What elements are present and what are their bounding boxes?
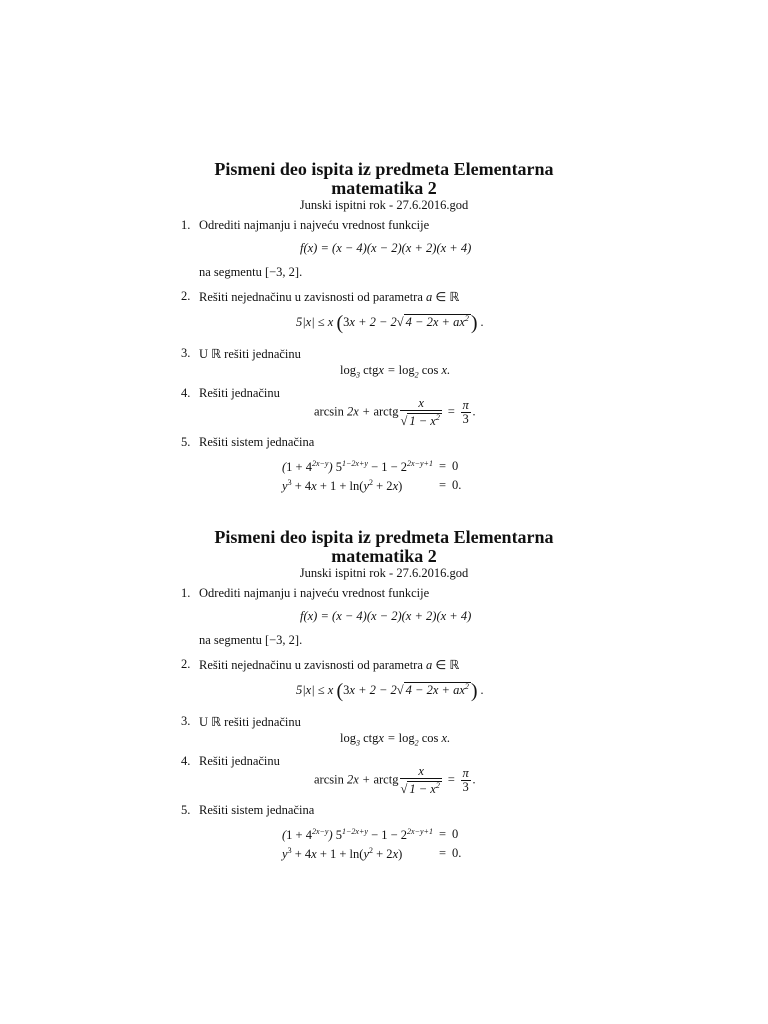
- problem-1-formula: f(x) = (x − 4)(x − 2)(x + 2)(x + 4): [300, 609, 472, 623]
- exam-title: [0, 528, 768, 566]
- exam-subtitle: Junski ispitni rok - 27.6.2016.god: [299, 566, 469, 580]
- problem-5-number: 5.: [181, 803, 191, 817]
- exam-subtitle: Junski ispitni rok - 27.6.2016.god: [299, 198, 469, 212]
- system-equation-2: $y^3 + 4x + 1 + \ln(y^2 + 2x)$ = 0.: [282, 477, 462, 494]
- problem-5-system: [282, 824, 467, 862]
- problem-5-number: 5.: [181, 435, 191, 449]
- problem-1-formula: f(x) = (x − 4)(x − 2)(x + 2)(x + 4): [300, 241, 472, 255]
- problem-3-number: 3.: [181, 714, 191, 728]
- exam-title: [0, 160, 768, 198]
- system-equation-1: $(1 + 4^{2x-y})$ $5^{1-2x+y} - 1 - 2^{2x-y+1}$ = 0: [282, 458, 459, 475]
- problem-1-after: na segmentu [−3, 2].: [199, 265, 303, 279]
- problem-5-system: [282, 456, 467, 494]
- problem-5-text: Rešiti sistem jednačina: [199, 803, 315, 817]
- problem-2-number: 2.: [181, 657, 191, 671]
- problem-2-text: Rešiti nejednačinu u zavisnosti od parametra a ∈ ℝ: [199, 290, 460, 304]
- problem-4-formula: arcsin 2x + arctg $\frac{x}{√ 1 - x^2}$ = $\frac{\pi}{3}$ .: [314, 396, 476, 429]
- problem-4-number: 4.: [181, 386, 191, 400]
- system-equation-1: $(1 + 4^{2x-y})$ $5^{1-2x+y} - 1 - 2^{2x-y+1}$ = 0: [282, 826, 459, 843]
- problem-1-number: 1.: [181, 586, 191, 600]
- problem-1-after: na segmentu [−3, 2].: [199, 633, 303, 647]
- title-line-2: matematika 2: [331, 546, 437, 566]
- problem-3-number: 3.: [181, 346, 191, 360]
- problem-2-number: 2.: [181, 289, 191, 303]
- problem-2-formula: 5|x| ≤ x (3x + 2 − 2√ $4 - 2x + ax^2$ ) .: [296, 680, 484, 702]
- problem-3-formula: $\log_3$ ctgx = $\log_2 \cos x$.: [340, 363, 451, 380]
- problem-1-text: Odrediti najmanju i najveću vrednost funkcije: [199, 218, 430, 232]
- problem-2-text: Rešiti nejednačinu u zavisnosti od parametra a ∈ ℝ: [199, 658, 460, 672]
- problem-1-number: 1.: [181, 218, 191, 232]
- title-line-2: matematika 2: [331, 178, 437, 198]
- problem-4-formula: arcsin 2x + arctg $\frac{x}{√ 1 - x^2}$ = $\frac{\pi}{3}$ .: [314, 764, 476, 797]
- problem-5-text: Rešiti sistem jednačina: [199, 435, 315, 449]
- problem-1-text: Odrediti najmanju i najveću vrednost funkcije: [199, 586, 430, 600]
- title-line-1: Pismeni deo ispita iz predmeta Elementarna: [214, 527, 554, 547]
- problem-3-text: U ℝ rešiti jednačinu: [199, 715, 301, 729]
- problem-3-formula: $\log_3$ ctgx = $\log_2 \cos x$.: [340, 731, 451, 748]
- exam-block-2: [0, 528, 768, 888]
- title-line-1: Pismeni deo ispita iz predmeta Elementarna: [214, 159, 554, 179]
- problem-3-text: U ℝ rešiti jednačinu: [199, 347, 301, 361]
- problem-4-text: Rešiti jednačinu: [199, 386, 280, 400]
- problem-4-text: Rešiti jednačinu: [199, 754, 280, 768]
- exam-block-1: [0, 160, 768, 520]
- problem-4-number: 4.: [181, 754, 191, 768]
- problem-2-formula: 5|x| ≤ x (3x + 2 − 2√ $4 - 2x + ax^2$ ) .: [296, 312, 484, 334]
- system-equation-2: $y^3 + 4x + 1 + \ln(y^2 + 2x)$ = 0.: [282, 845, 462, 862]
